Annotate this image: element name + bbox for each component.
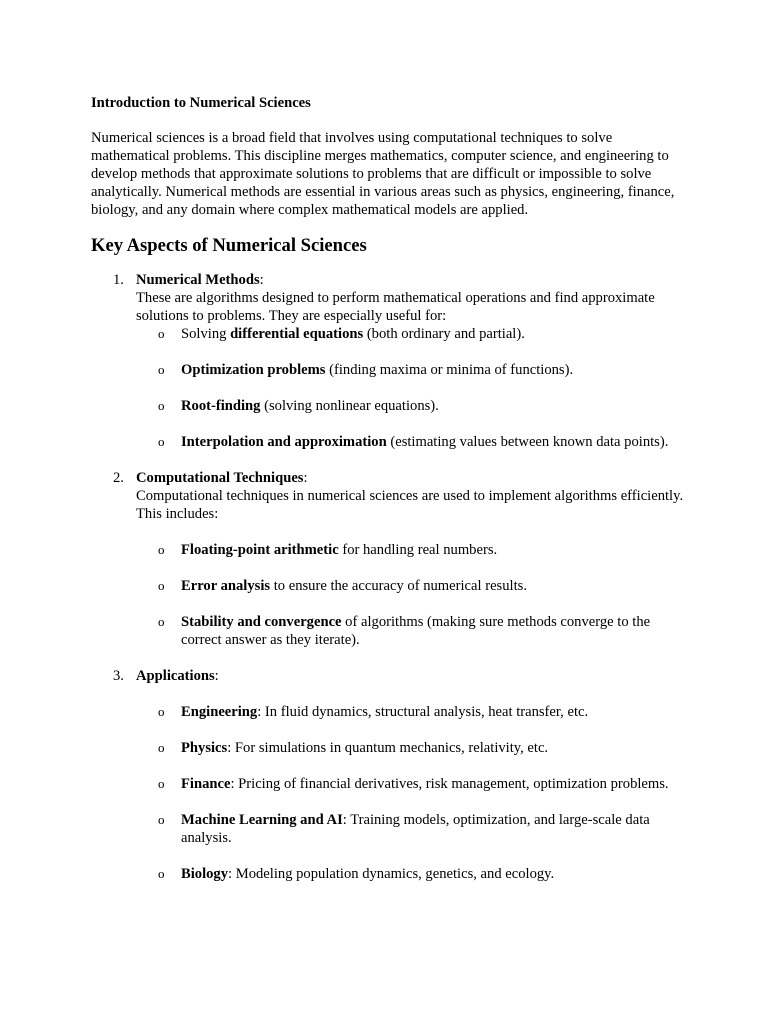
bullet-marker: o xyxy=(158,398,165,413)
term-colon: : xyxy=(259,272,264,288)
aspect-description: These are algorithms designed to perform mathematical operations and find approximate solutions to problems. They are especially useful for: xyxy=(136,290,655,324)
sub-item-term: Finance xyxy=(181,776,231,792)
sub-item-term: Physics xyxy=(181,740,228,756)
sub-item-term: Stability and convergence xyxy=(181,614,342,630)
list-item xyxy=(136,397,681,415)
list-item xyxy=(136,739,681,757)
list-item xyxy=(136,325,681,343)
aspect-term: Applications xyxy=(136,668,215,684)
sub-item-text: of algorithms (making sure methods converge to the correct answer as they iterate). xyxy=(181,614,651,648)
sub-item-term: Error analysis xyxy=(181,578,271,594)
sub-item-text: (solving nonlinear equations). xyxy=(260,398,439,414)
sub-item-term: Optimization problems xyxy=(181,362,326,378)
sub-item-text: (finding maxima or minima of functions). xyxy=(325,362,574,378)
bullet-marker: o xyxy=(158,434,165,449)
bullet-marker: o xyxy=(158,614,165,629)
list-number: 1. xyxy=(113,272,124,288)
aspect-item-numerical-methods xyxy=(91,271,691,451)
sub-item-text: : For simulations in quantum mechanics, relativity, etc. xyxy=(227,740,549,756)
sub-item-term: Interpolation and approximation xyxy=(181,434,387,450)
sub-list xyxy=(136,541,691,649)
sub-item-text: : Training models, optimization, and large-scale data analysis. xyxy=(181,812,650,846)
bullet-marker: o xyxy=(158,812,165,827)
aspect-item-computational-techniques xyxy=(91,469,691,649)
list-number: 3. xyxy=(113,668,124,684)
bullet-marker: o xyxy=(158,866,165,881)
intro-paragraph: Numerical sciences is a broad field that involves using computational techniques to solve mathematical problems. This discipline merges mathematics, computer science, and engineering to develop methods that approximate solutions to problems that are difficult or impossible to solve analytically. Numerical methods are essential in various areas such as physics, engineering, finance, biology, and any domain where complex mathematical models are applied. xyxy=(91,130,675,218)
sub-item-text: Solving xyxy=(181,326,231,342)
sub-item-text: for handling real numbers. xyxy=(338,542,498,558)
bullet-marker: o xyxy=(158,740,165,755)
bullet-marker: o xyxy=(158,578,165,593)
list-item xyxy=(136,775,681,793)
aspect-description: Computational techniques in numerical sciences are used to implement algorithms efficiently. This includes: xyxy=(136,488,684,522)
bullet-marker: o xyxy=(158,326,165,341)
aspects-list xyxy=(91,271,691,883)
sub-item-text: : In fluid dynamics, structural analysis, heat transfer, etc. xyxy=(257,704,589,720)
document-title: Introduction to Numerical Sciences xyxy=(91,95,311,111)
sub-list xyxy=(136,325,691,451)
aspect-term: Computational Techniques xyxy=(136,470,304,486)
sub-item-term: Machine Learning and AI xyxy=(181,812,343,828)
bullet-marker: o xyxy=(158,776,165,791)
term-colon: : xyxy=(214,668,219,684)
sub-item-text: : Modeling population dynamics, genetics, and ecology. xyxy=(228,866,555,882)
sub-item-term: Floating-point arithmetic xyxy=(181,542,339,558)
list-item xyxy=(136,865,681,883)
sub-item-term: Root-finding xyxy=(181,398,261,414)
sub-item-text: (both ordinary and partial). xyxy=(363,326,525,342)
list-item xyxy=(136,577,681,595)
sub-item-term: Biology xyxy=(181,866,229,882)
term-colon: : xyxy=(303,470,308,486)
section-heading: Key Aspects of Numerical Sciences xyxy=(91,235,367,256)
bullet-marker: o xyxy=(158,362,165,377)
sub-item-term: differential equations xyxy=(230,326,364,342)
list-item xyxy=(136,541,681,559)
aspect-item-applications xyxy=(91,667,691,883)
document-page xyxy=(91,94,691,901)
sub-item-text: (estimating values between known data points). xyxy=(386,434,669,450)
list-item xyxy=(136,433,681,451)
sub-list xyxy=(136,703,691,883)
bullet-marker: o xyxy=(158,542,165,557)
list-item xyxy=(136,811,681,847)
sub-item-text: : Pricing of financial derivatives, risk management, optimization problems. xyxy=(230,776,669,792)
aspect-term: Numerical Methods xyxy=(136,272,260,288)
sub-item-term: Engineering xyxy=(181,704,258,720)
list-number: 2. xyxy=(113,470,124,486)
list-item xyxy=(136,703,681,721)
bullet-marker: o xyxy=(158,704,165,719)
list-item xyxy=(136,361,681,379)
list-item xyxy=(136,613,681,649)
sub-item-text: to ensure the accuracy of numerical results. xyxy=(270,578,527,594)
